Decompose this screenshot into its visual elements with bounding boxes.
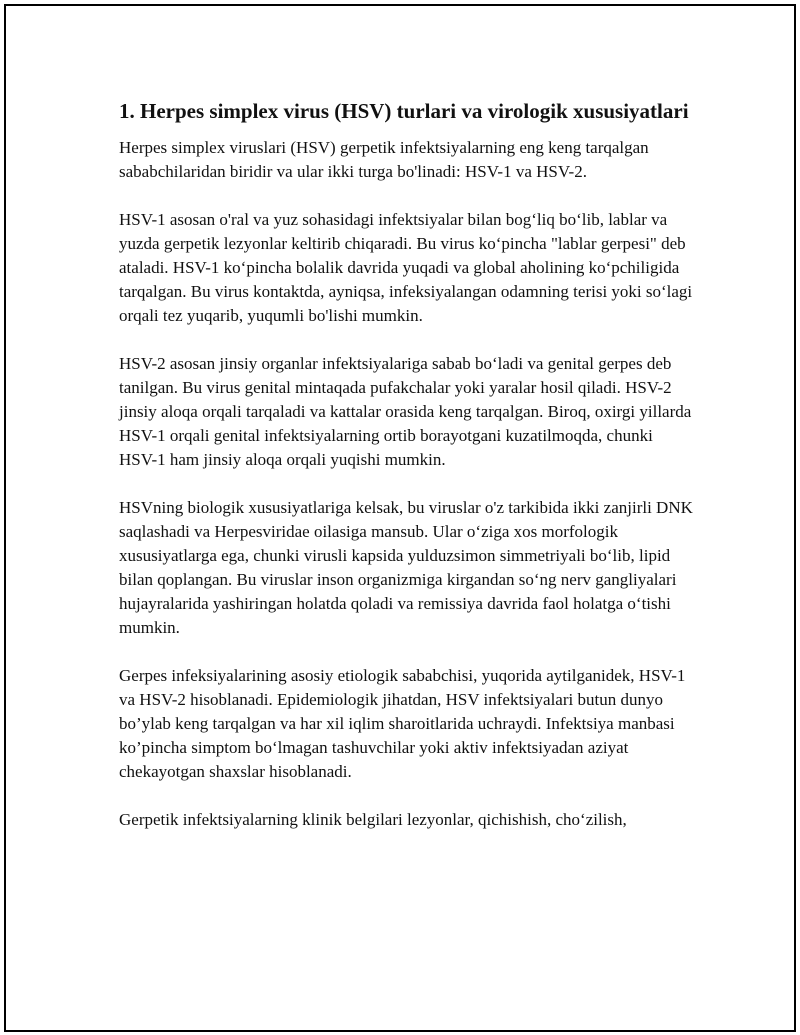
document-content <box>119 98 694 856</box>
document-page <box>4 4 796 1032</box>
section-heading: 1. Herpes simplex virus (HSV) turlari va virologik xususiyatlari <box>119 99 689 123</box>
paragraph-hsv-2: HSV-2 asosan jinsiy organlar infektsiyalariga sabab bo‘ladi va genital gerpes deb tanilgan. Bu virus genital mintaqada pufakchalar yoki yaralar hosil qiladi. HSV-2 jinsiy aloqa orqali tarqaladi va kattalar orasida keng tarqalgan. Biroq, oxirgi yillarda HSV-1 orqali genital infektsiyalarning ortib borayotgani kuzatilmoqda, chunki HSV-1 ham jinsiy aloqa orqali yuqishi mumkin. <box>119 354 692 469</box>
paragraph-epidemiology: Gerpes infeksiyalarining asosiy etiologik sababchisi, yuqorida aytilganidek, HSV-1 va HSV-2 hisoblanadi. Epidemiologik jihatdan, HSV infektsiyalari butun dunyo bo’ylab keng tarqalgan va har xil iqlim sharoitlarida uchraydi. Infektsiya manbasi ko’pincha simptom bo‘lmagan tashuvchilar yoki aktiv infektsiyadan aziyat chekayotgan shaxslar hisoblanadi. <box>119 666 686 781</box>
paragraph-biology: HSVning biologik xususiyatlariga kelsak, bu viruslar o'z tarkibida ikki zanjirli DNK saqlashadi va Herpesviridae oilasiga mansub. Ular o‘ziga xos morfologik xususiyatlarga ega, chunki virusli kapsida yulduzsimon simmetriyali bo‘lib, lipid bilan qoplangan. Bu viruslar inson organizmiga kirgandan so‘ng nerv gangliyalari hujayralarida yashiringan holatda qoladi va remissiya davrida faol holatga o‘tishi mumkin. <box>119 498 693 637</box>
paragraph-clinical-signs: Gerpetik infektsiyalarning klinik belgilari lezyonlar, qichishish, cho‘zilish, <box>119 810 627 829</box>
paragraph-hsv-overview: Herpes simplex viruslari (HSV) gerpetik infektsiyalarning eng keng tarqalgan sababchilaridan biridir va ular ikki turga bo'linadi: HSV-1 va HSV-2. <box>119 138 649 181</box>
paragraph-hsv-1: HSV-1 asosan o'ral va yuz sohasidagi infektsiyalar bilan bog‘liq bo‘lib, lablar va yuzda gerpetik lezyonlar keltirib chiqaradi. Bu virus ko‘pincha "lablar gerpesi" deb ataladi. HSV-1 ko‘pincha bolalik davrida yuqadi va global aholining ko‘pchiligida tarqalgan. Bu virus kontaktda, ayniqsa, infeksiyalangan odamning terisi yoki so‘lagi orqali tez yuqarib, yuqumli bo'lishi mumkin. <box>119 210 693 325</box>
